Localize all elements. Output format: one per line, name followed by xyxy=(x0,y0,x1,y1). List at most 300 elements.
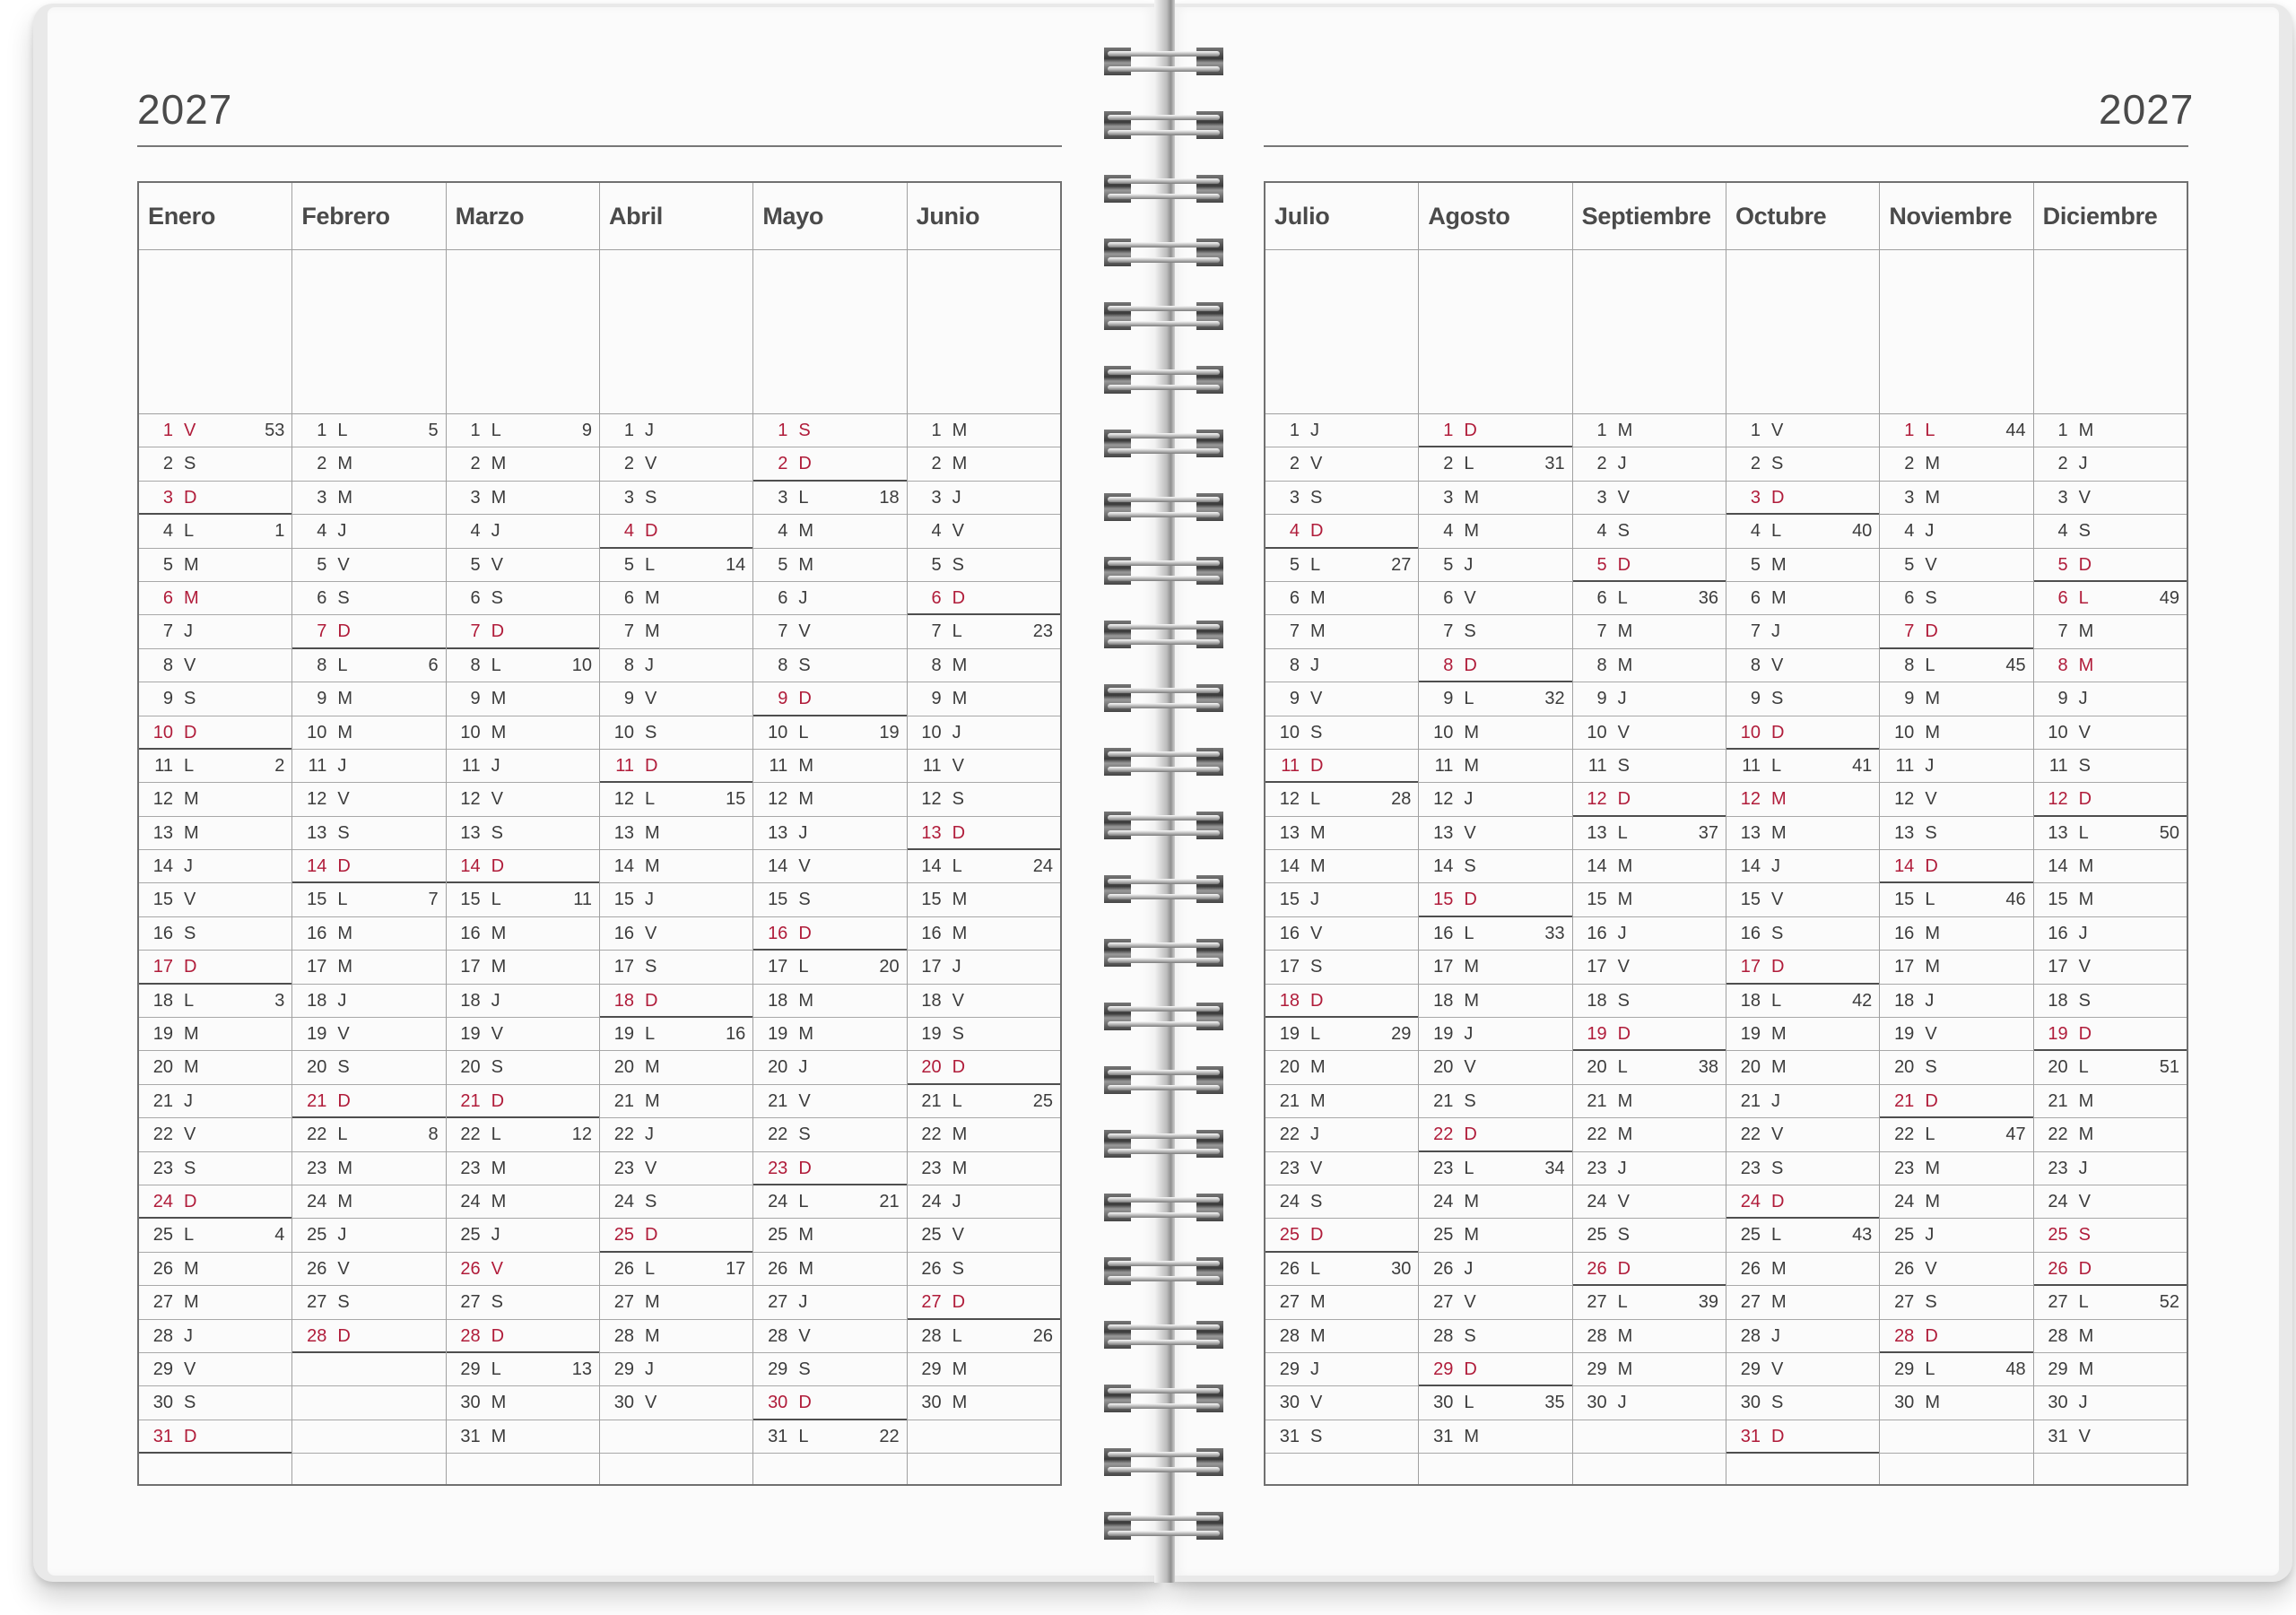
week-number: 1 xyxy=(274,521,285,542)
month-notes-area[interactable] xyxy=(447,250,599,414)
day-number: 3 xyxy=(2057,487,2068,508)
weekday-letter: V xyxy=(644,1158,657,1178)
day-row xyxy=(292,1253,445,1286)
day-number: 17 xyxy=(921,957,942,977)
month-notes-area[interactable] xyxy=(1880,250,2032,414)
day-row xyxy=(753,1118,906,1151)
day-number: 8 xyxy=(1904,655,1915,675)
day-number: 18 xyxy=(307,990,327,1011)
weekday-letter: D xyxy=(1770,1191,1785,1211)
day-row xyxy=(1573,883,1726,916)
day-row xyxy=(1573,515,1726,548)
day-number: 24 xyxy=(768,1191,788,1211)
day-row xyxy=(292,649,445,682)
weekday-letter: V xyxy=(798,621,811,642)
weekday-letter: J xyxy=(1770,1090,1780,1111)
day-number: 14 xyxy=(307,856,327,877)
day-row xyxy=(1880,817,2032,850)
day-row xyxy=(753,1018,906,1051)
day-number: 24 xyxy=(613,1191,634,1211)
month-column-marzo xyxy=(447,183,600,1484)
day-row xyxy=(908,716,1060,750)
week-number: 43 xyxy=(1852,1225,1873,1246)
weekday-letter: S xyxy=(337,822,350,843)
day-number: 16 xyxy=(2048,923,2068,943)
day-row xyxy=(292,783,445,816)
day-number: 9 xyxy=(1750,689,1761,709)
day-row xyxy=(1573,1118,1726,1151)
month-header: Enero xyxy=(139,183,291,250)
weekday-letter: D xyxy=(1464,890,1477,910)
day-number: 31 xyxy=(460,1426,481,1446)
weekday-letter: V xyxy=(2078,487,2091,508)
spiral-ring xyxy=(1104,239,1223,266)
day-row xyxy=(1726,716,1879,750)
day-number: 10 xyxy=(1433,722,1454,742)
weekday-letter: J xyxy=(491,990,500,1011)
weekday-letter: M xyxy=(1310,856,1326,877)
weekday-letter: L xyxy=(798,722,809,742)
day-row xyxy=(139,883,291,916)
month-notes-area[interactable] xyxy=(1419,250,1571,414)
day-row xyxy=(1726,515,1879,548)
day-row xyxy=(1419,1420,1571,1454)
weekday-letter: M xyxy=(491,1426,507,1446)
day-row xyxy=(753,1051,906,1084)
day-row xyxy=(2034,447,2187,481)
day-row xyxy=(1573,649,1726,682)
week-number: 32 xyxy=(1544,689,1565,709)
day-number: 31 xyxy=(1740,1426,1761,1446)
day-row xyxy=(908,1085,1060,1118)
spiral-ring xyxy=(1104,812,1223,839)
day-row xyxy=(908,649,1060,682)
day-row xyxy=(2034,1051,2187,1084)
day-row xyxy=(600,750,752,783)
day-row xyxy=(2034,615,2187,648)
weekday-letter: V xyxy=(1617,957,1630,977)
day-number: 9 xyxy=(162,689,173,709)
month-notes-area[interactable] xyxy=(292,250,445,414)
weekday-letter: M xyxy=(1925,454,1940,474)
day-number: 11 xyxy=(154,755,173,776)
month-notes-area[interactable] xyxy=(1726,250,1879,414)
weekday-letter: V xyxy=(644,1393,657,1413)
day-row xyxy=(1573,817,1726,850)
weekday-letter: L xyxy=(952,1325,962,1346)
day-row xyxy=(600,883,752,916)
day-number: 27 xyxy=(1740,1292,1761,1313)
day-number: 27 xyxy=(1587,1292,1607,1313)
day-number: 24 xyxy=(1894,1191,1915,1211)
day-row xyxy=(1265,817,1418,850)
day-number: 20 xyxy=(460,1057,481,1078)
week-number: 8 xyxy=(428,1124,439,1145)
day-row xyxy=(2034,783,2187,816)
weekday-letter: L xyxy=(491,655,501,675)
day-number: 26 xyxy=(1587,1258,1607,1279)
weekday-letter: D xyxy=(1464,1124,1477,1145)
day-row xyxy=(908,1253,1060,1286)
day-row xyxy=(600,582,752,615)
day-row xyxy=(753,582,906,615)
day-row xyxy=(1419,883,1571,916)
weekday-letter: M xyxy=(184,554,199,575)
day-row xyxy=(1726,1051,1879,1084)
spiral-ring xyxy=(1104,557,1223,585)
day-number: 15 xyxy=(1587,890,1607,910)
weekday-letter: L xyxy=(1925,421,1935,440)
day-number: 28 xyxy=(613,1325,634,1346)
day-row xyxy=(292,1420,445,1454)
day-row xyxy=(753,1454,906,1487)
weekday-letter: V xyxy=(1464,587,1476,608)
weekday-letter: M xyxy=(184,822,199,843)
weekday-letter: J xyxy=(337,521,347,542)
weekday-letter: M xyxy=(491,923,507,943)
day-number: 23 xyxy=(1894,1158,1915,1178)
weekday-letter: M xyxy=(952,454,968,474)
weekday-letter: M xyxy=(2078,856,2094,877)
month-header: Octubre xyxy=(1726,183,1879,250)
day-row xyxy=(600,1051,752,1084)
day-number: 26 xyxy=(307,1258,327,1279)
day-number: 18 xyxy=(1433,990,1454,1011)
weekday-letter: D xyxy=(1770,487,1785,508)
day-row xyxy=(1265,750,1418,783)
day-number: 21 xyxy=(921,1090,942,1111)
weekday-letter: L xyxy=(337,655,348,675)
day-number: 2 xyxy=(1904,454,1915,474)
day-row xyxy=(1726,1386,1879,1420)
day-row xyxy=(753,917,906,951)
day-row xyxy=(1419,582,1571,615)
day-row xyxy=(1880,1286,2032,1319)
day-row xyxy=(1573,549,1726,582)
weekday-letter: L xyxy=(1464,1393,1474,1413)
day-number: 17 xyxy=(460,957,481,977)
day-row xyxy=(2034,817,2187,850)
weekday-letter: S xyxy=(1925,587,1937,608)
weekday-letter: S xyxy=(1617,521,1630,542)
weekday-letter: M xyxy=(1617,1124,1633,1145)
day-number: 7 xyxy=(1750,621,1761,642)
day-row xyxy=(1726,414,1879,447)
day-row xyxy=(447,515,599,548)
day-row xyxy=(447,817,599,850)
day-number: 28 xyxy=(152,1325,173,1346)
weekday-letter: L xyxy=(1464,454,1474,474)
month-notes-area[interactable] xyxy=(908,250,1060,414)
weekday-letter: S xyxy=(491,1292,503,1313)
day-row xyxy=(292,750,445,783)
weekday-letter: L xyxy=(491,1124,501,1145)
day-number: 8 xyxy=(470,655,481,675)
weekday-letter: D xyxy=(2078,789,2092,810)
weekday-letter: S xyxy=(952,1258,964,1279)
day-number: 6 xyxy=(623,587,634,608)
day-row xyxy=(1419,817,1571,850)
day-row xyxy=(447,1185,599,1219)
weekday-letter: M xyxy=(644,1090,660,1111)
weekday-letter: V xyxy=(491,789,503,810)
day-row xyxy=(1880,1185,2032,1219)
weekday-letter: J xyxy=(491,521,500,542)
day-row xyxy=(1265,1454,1418,1487)
right-year-rule xyxy=(1264,145,2188,147)
day-number: 25 xyxy=(307,1225,327,1246)
weekday-letter: M xyxy=(2078,890,2094,910)
month-notes-area[interactable] xyxy=(753,250,906,414)
day-number: 7 xyxy=(778,621,788,642)
day-number: 21 xyxy=(307,1090,327,1111)
month-header: Julio xyxy=(1265,183,1418,250)
weekday-letter: D xyxy=(184,722,197,742)
weekday-letter: J xyxy=(2078,689,2088,709)
day-row xyxy=(753,515,906,548)
day-row xyxy=(447,1320,599,1353)
weekday-letter: J xyxy=(798,822,808,843)
right-page-year: 2027 xyxy=(2099,86,2195,133)
weekday-letter: L xyxy=(644,554,656,575)
day-number: 12 xyxy=(1587,789,1607,810)
weekday-letter: M xyxy=(2078,421,2094,440)
month-notes-area[interactable] xyxy=(139,250,291,414)
weekday-letter: M xyxy=(798,1024,813,1045)
weekday-letter: J xyxy=(337,990,347,1011)
week-number: 49 xyxy=(2159,587,2179,608)
day-row xyxy=(2034,1085,2187,1118)
day-row xyxy=(292,1353,445,1386)
week-number: 47 xyxy=(2005,1124,2026,1145)
weekday-letter: S xyxy=(2078,990,2091,1011)
day-number: 15 xyxy=(613,890,634,910)
day-row xyxy=(1419,615,1571,648)
month-column-agosto xyxy=(1419,183,1572,1484)
weekday-letter: D xyxy=(644,521,658,542)
day-number: 1 xyxy=(162,421,173,440)
weekday-letter: D xyxy=(1310,755,1324,776)
day-number: 2 xyxy=(931,454,942,474)
week-number: 9 xyxy=(581,421,592,440)
day-number: 2 xyxy=(162,454,173,474)
weekday-letter: M xyxy=(1770,1258,1787,1279)
day-number: 4 xyxy=(1596,521,1607,542)
day-row xyxy=(2034,1286,2187,1319)
weekday-letter: D xyxy=(952,587,966,608)
weekday-letter: M xyxy=(1925,923,1940,943)
weekday-letter: L xyxy=(798,1191,809,1211)
day-row xyxy=(1419,985,1571,1018)
day-number: 17 xyxy=(768,957,788,977)
day-row xyxy=(1419,951,1571,984)
day-number: 4 xyxy=(162,521,173,542)
day-number: 21 xyxy=(1279,1090,1300,1111)
day-row xyxy=(908,1118,1060,1151)
day-number: 4 xyxy=(317,521,327,542)
weekday-letter: S xyxy=(1925,822,1937,843)
spiral-ring xyxy=(1104,302,1223,330)
day-row xyxy=(753,985,906,1018)
weekday-letter: V xyxy=(1770,655,1784,675)
spiral-ring xyxy=(1104,366,1223,394)
day-row xyxy=(292,883,445,916)
day-row xyxy=(292,482,445,515)
day-number: 19 xyxy=(921,1024,942,1045)
month-header: Agosto xyxy=(1419,183,1571,250)
day-row xyxy=(447,414,599,447)
left-page-year: 2027 xyxy=(137,86,233,133)
day-number: 4 xyxy=(470,521,481,542)
weekday-letter: S xyxy=(184,454,196,474)
day-row xyxy=(139,1018,291,1051)
day-number: 29 xyxy=(2048,1359,2068,1379)
weekday-letter: L xyxy=(2078,1057,2089,1078)
day-number: 4 xyxy=(623,521,634,542)
day-number: 25 xyxy=(1894,1225,1915,1246)
day-row xyxy=(753,615,906,648)
weekday-letter: M xyxy=(1310,621,1326,642)
day-number: 3 xyxy=(1443,487,1454,508)
weekday-letter: V xyxy=(337,789,350,810)
day-number: 1 xyxy=(1443,421,1454,440)
week-number: 46 xyxy=(2005,890,2026,910)
weekday-letter: V xyxy=(491,1024,503,1045)
day-number: 18 xyxy=(2048,990,2068,1011)
weekday-letter: L xyxy=(184,521,195,542)
weekday-letter: J xyxy=(644,1359,654,1379)
day-number: 5 xyxy=(317,554,327,575)
weekday-letter: J xyxy=(1925,755,1935,776)
month-notes-area[interactable] xyxy=(1265,250,1418,414)
weekday-letter: S xyxy=(337,1057,350,1078)
day-row xyxy=(292,515,445,548)
day-row xyxy=(2034,1018,2187,1051)
day-number: 30 xyxy=(1894,1393,1915,1413)
day-number: 5 xyxy=(778,554,788,575)
weekday-letter: V xyxy=(1770,421,1784,440)
day-row xyxy=(1726,1454,1879,1487)
day-number: 25 xyxy=(460,1225,481,1246)
day-row xyxy=(292,951,445,984)
weekday-letter: M xyxy=(952,421,968,440)
day-row xyxy=(1726,783,1879,816)
month-column-febrero xyxy=(292,183,446,1484)
weekday-letter: J xyxy=(337,1225,347,1246)
weekday-letter: L xyxy=(644,1258,656,1279)
day-number: 12 xyxy=(1433,789,1454,810)
day-number: 30 xyxy=(2048,1393,2068,1413)
weekday-letter: M xyxy=(2078,1090,2094,1111)
day-number: 11 xyxy=(1434,755,1454,776)
day-row xyxy=(1573,482,1726,515)
day-number: 19 xyxy=(460,1024,481,1045)
weekday-letter: M xyxy=(1464,957,1479,977)
month-notes-area[interactable] xyxy=(1573,250,1726,414)
spiral-ring xyxy=(1104,1512,1223,1540)
weekday-letter: S xyxy=(1617,990,1630,1011)
weekday-letter: M xyxy=(1925,487,1940,508)
month-notes-area[interactable] xyxy=(600,250,752,414)
day-number: 8 xyxy=(931,655,942,675)
day-row xyxy=(908,1185,1060,1219)
weekday-letter: M xyxy=(1464,990,1479,1011)
weekday-letter: M xyxy=(1464,722,1479,742)
week-number: 39 xyxy=(1698,1292,1718,1313)
day-number: 25 xyxy=(1740,1225,1761,1246)
day-number: 20 xyxy=(307,1057,327,1078)
weekday-letter: V xyxy=(2078,1426,2091,1446)
weekday-letter: L xyxy=(952,1090,962,1111)
day-number: 22 xyxy=(768,1124,788,1145)
day-row xyxy=(1419,1152,1571,1185)
day-number: 5 xyxy=(1904,554,1915,575)
month-header: Diciembre xyxy=(2034,183,2187,250)
day-row xyxy=(1419,850,1571,883)
day-row xyxy=(1880,1118,2032,1151)
day-number: 21 xyxy=(1587,1090,1607,1111)
weekday-letter: L xyxy=(1617,587,1628,608)
day-row xyxy=(139,582,291,615)
day-row xyxy=(139,716,291,750)
weekday-letter: D xyxy=(1464,421,1477,440)
weekday-letter: L xyxy=(952,856,962,877)
day-row xyxy=(600,850,752,883)
day-number: 24 xyxy=(1587,1191,1607,1211)
weekday-letter: M xyxy=(1310,1325,1326,1346)
day-number: 10 xyxy=(152,722,173,742)
day-number: 21 xyxy=(1740,1090,1761,1111)
weekday-letter: M xyxy=(491,689,507,709)
weekday-letter: D xyxy=(1617,789,1631,810)
weekday-letter: L xyxy=(2078,822,2089,843)
weekday-letter: L xyxy=(1310,789,1321,810)
day-number: 7 xyxy=(1904,621,1915,642)
weekday-letter: D xyxy=(952,1292,966,1313)
day-number: 12 xyxy=(2048,789,2068,810)
weekday-letter: M xyxy=(952,1359,968,1379)
weekday-letter: D xyxy=(952,1057,966,1078)
day-number: 6 xyxy=(778,587,788,608)
day-row xyxy=(753,549,906,582)
day-number: 8 xyxy=(162,655,173,675)
day-row xyxy=(600,682,752,716)
day-row xyxy=(292,917,445,951)
day-row xyxy=(2034,716,2187,750)
day-row xyxy=(139,1386,291,1420)
day-number: 15 xyxy=(1433,890,1454,910)
day-row xyxy=(447,1353,599,1386)
week-number: 21 xyxy=(879,1191,900,1211)
weekday-letter: J xyxy=(1925,990,1935,1011)
day-number: 24 xyxy=(921,1191,942,1211)
day-row xyxy=(753,1085,906,1118)
day-number: 3 xyxy=(1904,487,1915,508)
day-row xyxy=(1880,850,2032,883)
day-number: 20 xyxy=(152,1057,173,1078)
weekday-letter: D xyxy=(798,1393,812,1413)
weekday-letter: V xyxy=(644,923,657,943)
day-number: 6 xyxy=(317,587,327,608)
weekday-letter: M xyxy=(1310,1090,1326,1111)
day-row xyxy=(1726,1118,1879,1151)
day-number: 19 xyxy=(1587,1024,1607,1045)
day-row xyxy=(447,716,599,750)
weekday-letter: D xyxy=(184,1426,197,1446)
month-notes-area[interactable] xyxy=(2034,250,2187,414)
day-row xyxy=(600,447,752,481)
day-row xyxy=(1419,917,1571,951)
